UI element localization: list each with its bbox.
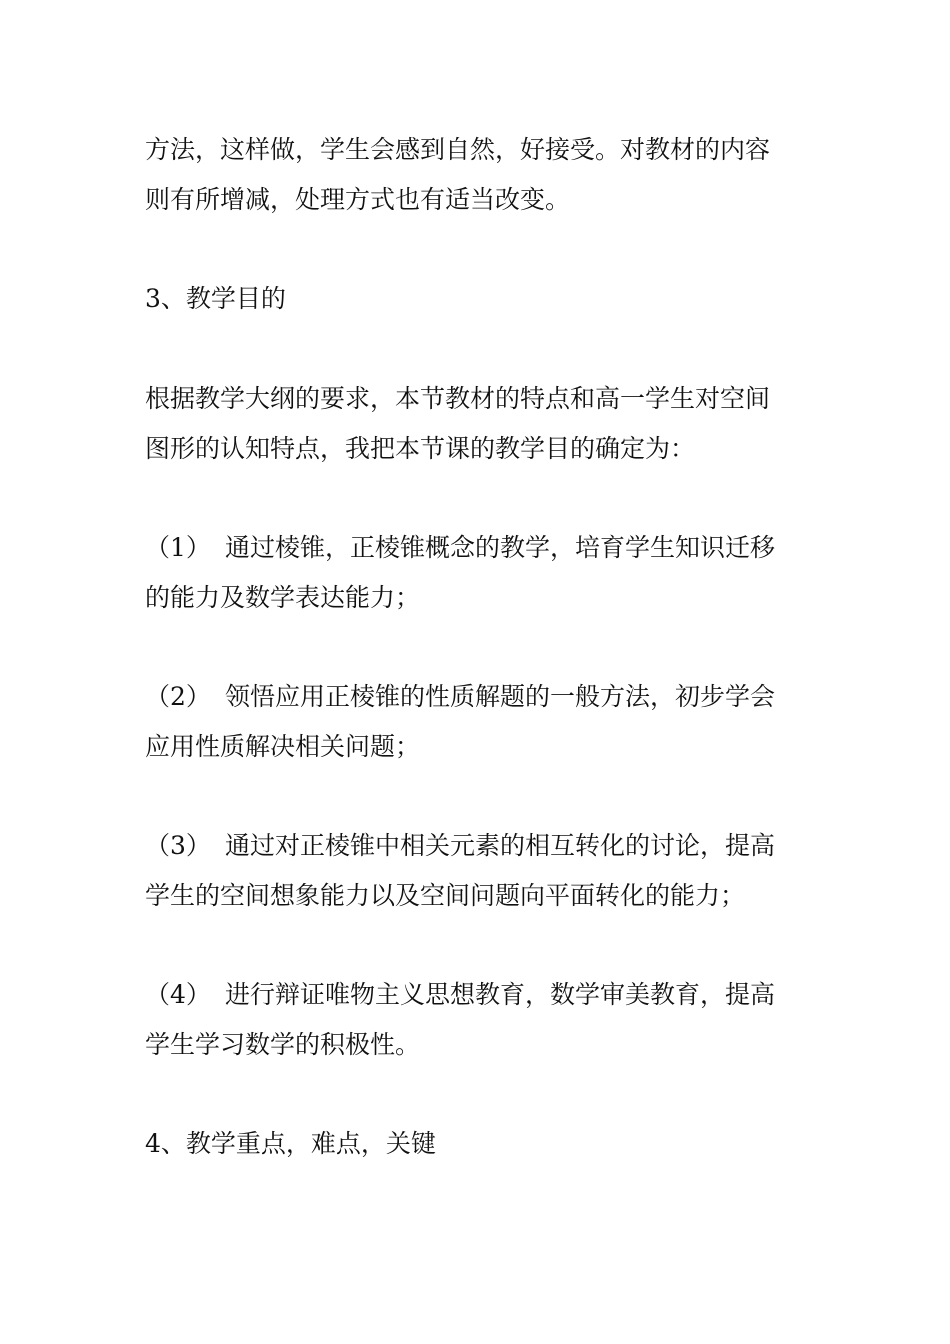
item-text: 领悟应用正棱锥的性质解题的一般方法，初步学会 <box>225 682 776 711</box>
list-item-3 <box>145 821 815 921</box>
list-item-1 <box>145 523 815 623</box>
intro-paragraph <box>145 125 815 225</box>
text-line: 学生学习数学的积极性。 <box>145 1030 421 1059</box>
text-line <box>145 821 815 871</box>
item-number: （4） <box>145 980 211 1009</box>
text-line: 图形的认知特点，我把本节课的教学目的确定为： <box>145 434 696 463</box>
list-item-2 <box>145 672 815 772</box>
item-text: 进行辩证唯物主义思想教育，数学审美教育，提高 <box>225 980 776 1009</box>
purpose-paragraph <box>145 374 815 474</box>
section-heading-3 <box>145 274 815 324</box>
text-line: 则有所增减，处理方式也有适当改变。 <box>145 185 571 214</box>
text-line: 方法，这样做，学生会感到自然，好接受。对教材的内容 <box>145 135 771 164</box>
item-text: 通过棱锥，正棱锥概念的教学，培育学生知识迁移 <box>225 533 776 562</box>
text-line <box>145 970 815 1020</box>
heading-text: 3、教学目的 <box>145 284 286 313</box>
item-number: （2） <box>145 682 211 711</box>
text-line: 的能力及数学表达能力； <box>145 583 421 612</box>
item-number: （3） <box>145 831 211 860</box>
text-line <box>145 523 815 573</box>
section-heading-4 <box>145 1119 815 1169</box>
item-number: （1） <box>145 533 211 562</box>
heading-text: 4、教学重点，难点，关键 <box>145 1129 436 1158</box>
text-line <box>145 672 815 722</box>
text-line: 根据教学大纲的要求，本节教材的特点和高一学生对空间 <box>145 384 771 413</box>
text-line: 应用性质解决相关问题； <box>145 732 421 761</box>
text-line: 学生的空间想象能力以及空间问题向平面转化的能力； <box>145 881 746 910</box>
list-item-4 <box>145 970 815 1070</box>
item-text: 通过对正棱锥中相关元素的相互转化的讨论，提高 <box>225 831 776 860</box>
